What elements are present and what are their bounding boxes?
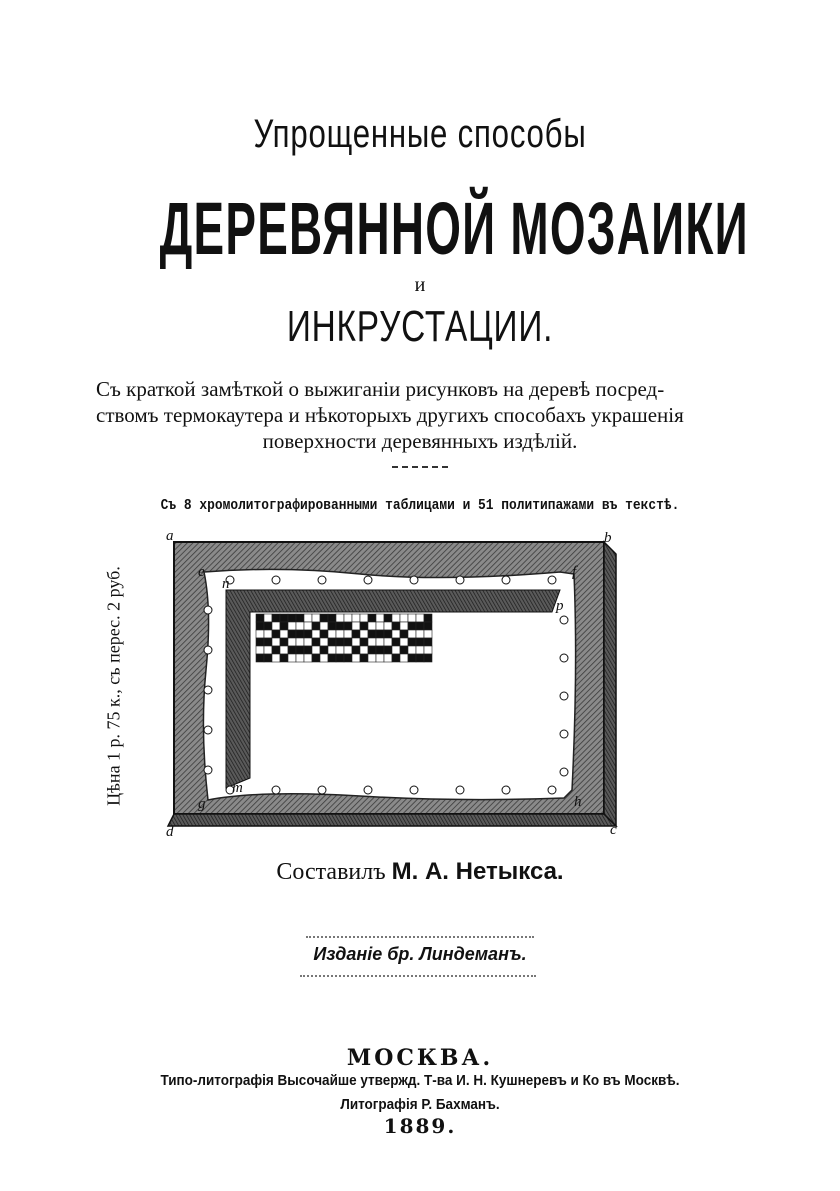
imprint-year: 1889. (383, 1114, 457, 1138)
subtitle-line-2: ствомъ термокаутера и нѣкоторыхъ другихъ способахъ украшенія (96, 403, 684, 427)
fig-label-e: e (198, 564, 205, 580)
price-text: Цѣна 1 р. 75 к., съ перес. 2 руб. (103, 566, 124, 806)
author-line (0, 858, 840, 886)
publisher: Изданіе бр. Линдеманъ. (313, 944, 527, 964)
fig-label-h: h (574, 794, 582, 810)
imprint-printer: Типо-литографія Высочайше утвержд. Т-ва И. Н. Кушнеревъ и Ко въ Москвѣ. (160, 1072, 680, 1089)
divider-rule (392, 466, 448, 470)
ornament-top (306, 936, 534, 938)
title-line-1: Упрощенные способы (253, 112, 587, 156)
subtitle-line-3: поверхности деревянныхъ издѣлій. (262, 429, 578, 453)
fig-label-f: f (572, 564, 577, 580)
subtitle (96, 376, 744, 454)
title-conjunction: и (414, 274, 426, 296)
fig-label-p: p (556, 598, 564, 614)
fig-label-c: c (610, 822, 617, 838)
fig-label-b: b (604, 530, 612, 546)
subtitle-line-1: Съ краткой замѣткой о выжиганіи рисунковъ на деревѣ посред- (96, 377, 665, 401)
fig-label-g: g (198, 796, 206, 812)
fig-label-m: m (232, 780, 243, 796)
title-main: ДЕРЕВЯННОЙ МОЗАИКИ (159, 187, 749, 270)
mosaic-frame-illustration (160, 530, 630, 840)
ornament-bottom (300, 975, 536, 977)
author-prefix: Составилъ (276, 859, 386, 885)
title-line-3: ИНКРУСТАЦИИ. (286, 302, 554, 351)
checker-mosaic (256, 614, 432, 662)
fig-label-n: n (222, 576, 230, 592)
fig-label-d: d (166, 824, 174, 840)
imprint-litho: Литографія Р. Бахманъ. (340, 1096, 500, 1113)
fig-label-a: a (166, 530, 174, 544)
imprint-city: МОСКВА. (346, 1045, 494, 1071)
author-name: М. А. Нетыкса. (391, 858, 564, 885)
tables-note: Съ 8 хромолитографированными таблицами и 51 политипажами въ текстѣ. (160, 497, 680, 514)
